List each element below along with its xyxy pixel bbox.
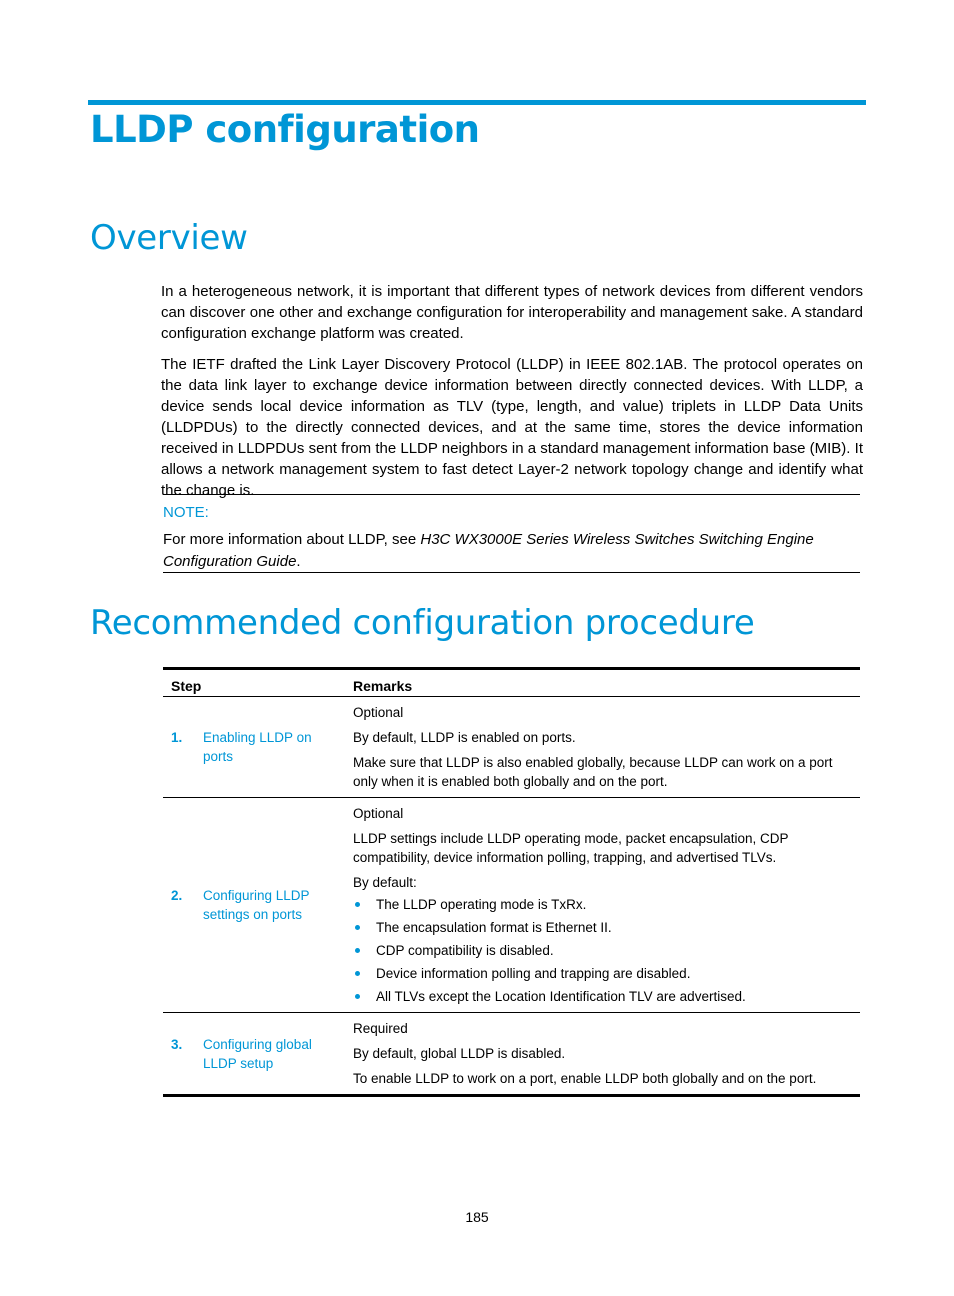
step-link-configuring-lldp-settings[interactable]: Configuring LLDP settings on ports: [203, 888, 310, 922]
step-number: 3.: [171, 1036, 183, 1052]
note-text-suffix: .: [296, 553, 301, 570]
table-row: [163, 697, 860, 798]
bullet-icon: [355, 994, 360, 999]
remark-text: To enable LLDP to work on a port, enable LLDP both globally and on the port.: [353, 1071, 817, 1086]
list-item: CDP compatibility is disabled.: [353, 941, 852, 960]
step-number: 2.: [171, 888, 183, 903]
bullet-icon: [355, 971, 360, 976]
chapter-top-rule: [88, 100, 866, 105]
remark-text: Optional: [353, 806, 404, 821]
remarks-cell: [353, 697, 860, 798]
bullet-icon: [355, 948, 360, 953]
page-number: 185: [465, 1209, 489, 1225]
note-text: [163, 529, 853, 573]
column-header-step: Step: [163, 669, 353, 697]
remark-text: LLDP settings include LLDP operating mode, packet encapsulation, CDP compatibility, device information polling, trapping, and advertised TLVs.: [353, 831, 789, 865]
step-link-configuring-global-lldp[interactable]: Configuring global LLDP setup: [203, 1036, 312, 1071]
note-label: NOTE:: [163, 504, 209, 521]
remarks-cell: [353, 798, 860, 1013]
list-item: The LLDP operating mode is TxRx.: [353, 895, 852, 914]
note-box: [163, 494, 860, 573]
note-guide-title: H3C WX3000E Series Wireless Switches Switching Engine Configuration Guide: [163, 531, 814, 570]
remark-text: By default, global LLDP is disabled.: [353, 1046, 566, 1061]
overview-paragraph-2: The IETF drafted the Link Layer Discovery Protocol (LLDP) in IEEE 802.1AB. The protocol operates on the data link layer to exchange device information between directly connected devices. With LLDP, a device sends local device information as TLV (type, length, and value) triplets in LLDP Data Units (LLDPDUs) to the directly connected devices, and at the same time, stores the device information received in LLDPDUs sent from the LLDP neighbors in a standard management information base (MIB). It allows a network management system to fast detect Layer-2 network topology change and identify what the change is.: [161, 356, 863, 499]
bullet-icon: [355, 925, 360, 930]
list-item: The encapsulation format is Ethernet II.: [353, 918, 852, 937]
list-item: Device information polling and trapping are disabled.: [353, 964, 852, 983]
procedure-table: [163, 667, 860, 1097]
step-number: 1.: [171, 730, 183, 745]
chapter-title: LLDP configuration: [90, 108, 480, 151]
remark-text: Required: [353, 1021, 408, 1036]
note-text-prefix: For more information about LLDP, see: [163, 531, 421, 548]
step-cell: [163, 798, 353, 1013]
table-row: [163, 1013, 860, 1096]
step-cell: [163, 1013, 353, 1096]
list-item: All TLVs except the Location Identification TLV are advertised.: [353, 987, 852, 1006]
default-settings-list: [353, 895, 852, 1006]
remark-text: By default, LLDP is enabled on ports.: [353, 730, 576, 745]
overview-paragraph-1: In a heterogeneous network, it is important that different types of network devices from different vendors can discover one other and exchange configuration for interoperability and management sake. A standard configuration exchange platform was created.: [161, 283, 863, 342]
table-row: [163, 798, 860, 1013]
remark-text: Optional: [353, 705, 404, 720]
procedure-heading: Recommended configuration procedure: [90, 603, 755, 643]
step-link-enabling-lldp[interactable]: Enabling LLDP on ports: [203, 730, 312, 764]
step-cell: [163, 697, 353, 798]
remarks-cell: [353, 1013, 860, 1096]
remark-text: Make sure that LLDP is also enabled globally, because LLDP can work on a port only when it is enabled both globally and on the port.: [353, 755, 833, 789]
column-header-remarks: Remarks: [353, 669, 860, 697]
remark-text: By default:: [353, 875, 417, 890]
bullet-icon: [355, 902, 360, 907]
table-header-row: [163, 669, 860, 697]
overview-heading: Overview: [90, 218, 248, 258]
